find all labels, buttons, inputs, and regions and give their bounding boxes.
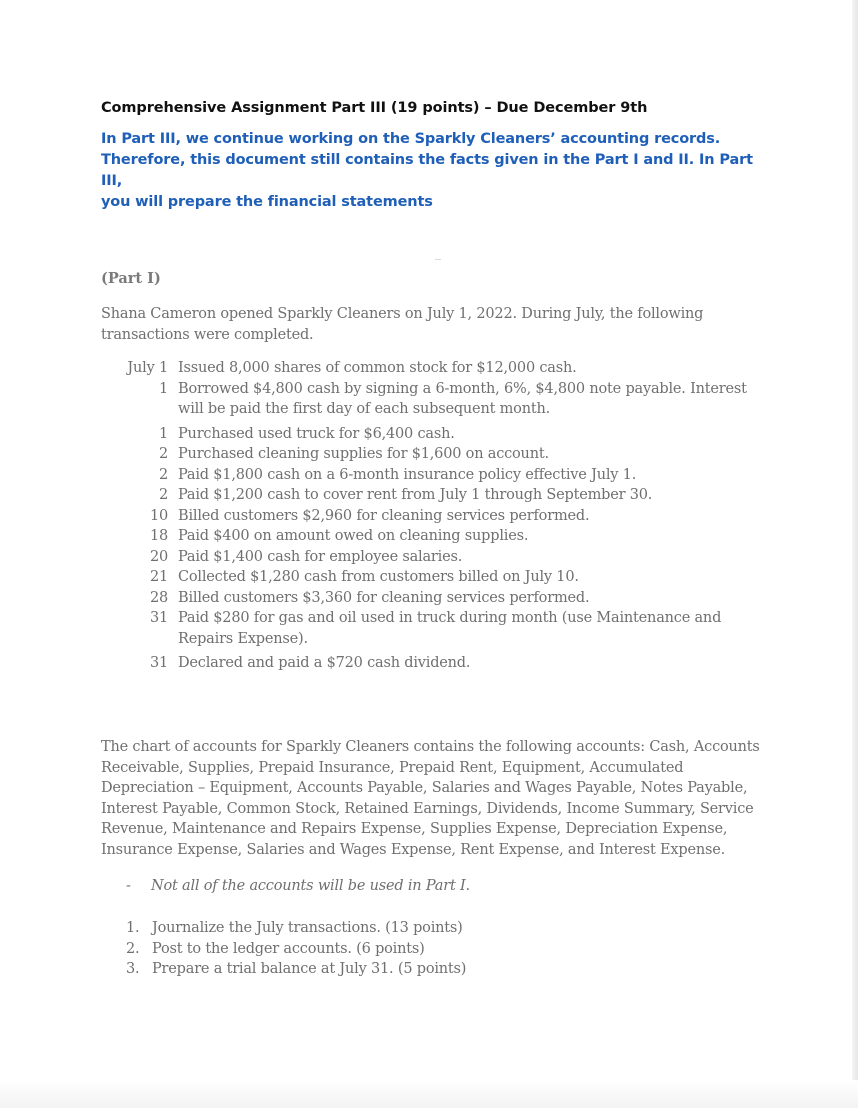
transaction-description: Borrowed $4,800 cash by signing a 6-month, 6%, $4,800 note payable. Interest will be paid the first day of each subsequent month. xyxy=(178,380,747,417)
opening-line: transactions were completed. xyxy=(101,326,314,343)
instruction-number: 1. xyxy=(126,920,140,936)
transaction-description: Paid $1,400 cash for employee salaries. xyxy=(178,548,463,565)
transaction-date: 21 xyxy=(149,569,168,585)
transaction-date: 1 xyxy=(158,425,168,442)
header-section xyxy=(101,100,761,213)
transaction-row xyxy=(112,506,752,527)
transaction-description: Paid $280 for gas and oil used in truck during month (use Maintenance and Repairs Expense). xyxy=(178,610,722,647)
transaction-description: Paid $1,800 cash on a 6-month insurance policy effective July 1. xyxy=(178,466,637,483)
transaction-row xyxy=(112,608,752,649)
transaction-date: 31 xyxy=(149,610,168,626)
instruction-item xyxy=(126,959,466,980)
page-bottom-shadow xyxy=(0,1080,858,1108)
transaction-date: 2 xyxy=(158,446,168,462)
transaction-row xyxy=(112,588,752,609)
part-label: (Part I) xyxy=(101,270,161,287)
stray-mark xyxy=(435,259,441,260)
instruction-item xyxy=(126,939,466,960)
transaction-row xyxy=(112,424,752,445)
transaction-row xyxy=(112,567,752,588)
bullet-dash: - xyxy=(126,878,131,894)
transaction-description: Issued 8,000 shares of common stock for $12,000 cash. xyxy=(178,360,577,376)
transaction-description: Collected $1,280 cash from customers billed on July 10. xyxy=(178,569,579,585)
transaction-date: 31 xyxy=(149,655,168,671)
transaction-date: 28 xyxy=(149,589,168,606)
transaction-row xyxy=(112,379,752,420)
intro-line: you will prepare the financial statements xyxy=(101,194,433,210)
transaction-row xyxy=(112,465,752,486)
transaction-date: July 1 xyxy=(127,360,168,376)
transaction-description: Purchased cleaning supplies for $1,600 on account. xyxy=(178,446,549,462)
instruction-number: 2. xyxy=(126,940,140,957)
instruction-text: Journalize the July transactions. (13 points) xyxy=(152,920,463,936)
intro-line: Therefore, this document still contains the facts given in the Part I and II. In Part III, xyxy=(101,152,753,189)
transaction-row xyxy=(112,547,752,568)
intro-line: In Part III, we continue working on the Sparkly Cleaners’ accounting records. xyxy=(101,131,721,147)
instructions-list xyxy=(126,918,466,980)
transaction-date: 2 xyxy=(158,466,168,483)
instruction-text: Prepare a trial balance at July 31. (5 points) xyxy=(152,961,467,977)
transaction-row xyxy=(112,485,752,506)
instruction-number: 3. xyxy=(126,961,140,977)
opening-line: Shana Cameron opened Sparkly Cleaners on July 1, 2022. During July, the following xyxy=(101,306,704,322)
transaction-date: 18 xyxy=(149,528,168,544)
chart-of-accounts-paragraph: The chart of accounts for Sparkly Cleaners contains the following accounts: Cash, Accounts Receivable, Supplies, Prepaid Insurance, Prepaid Rent, Equipment, Accumulated Depreciation – Equipment, Accounts Payable, Salaries and Wages Payable, Notes Payable, Interest Payable, Common Stock, Retained Earnings, Dividends, Income Summary, Service Revenue, Maintenance and Repairs Expense, Supplies Expense, Depreciation Expense, Insurance Expense, Salaries and Wages Expense, Rent Expense, and Interest Expense. xyxy=(101,739,760,858)
transaction-date: 1 xyxy=(158,380,168,397)
note-text: Not all of the accounts will be used in Part I. xyxy=(151,878,470,894)
transaction-description: Declared and paid a $720 cash dividend. xyxy=(178,655,471,671)
transactions-list xyxy=(112,358,752,674)
transaction-description: Purchased used truck for $6,400 cash. xyxy=(178,425,455,442)
transaction-row xyxy=(112,358,752,379)
assignment-title: Comprehensive Assignment Part III (19 points) – Due December 9th xyxy=(101,100,648,116)
instruction-text: Post to the ledger accounts. (6 points) xyxy=(152,940,425,957)
intro-paragraph xyxy=(101,129,761,213)
transaction-description: Billed customers $3,360 for cleaning services performed. xyxy=(178,589,590,606)
transaction-row xyxy=(112,526,752,547)
transaction-description: Billed customers $2,960 for cleaning services performed. xyxy=(178,507,590,524)
transaction-row xyxy=(112,444,752,465)
accounts-note xyxy=(126,876,470,897)
transaction-date: 20 xyxy=(149,548,168,565)
transaction-date: 10 xyxy=(149,507,168,524)
transaction-date: 2 xyxy=(158,487,168,503)
instruction-item xyxy=(126,918,466,939)
transaction-description: Paid $1,200 cash to cover rent from July 1 through September 30. xyxy=(178,487,653,503)
page-edge-shadow xyxy=(852,0,858,1108)
transaction-description: Paid $400 on amount owed on cleaning supplies. xyxy=(178,528,529,544)
opening-paragraph xyxy=(101,304,751,345)
transaction-row xyxy=(112,653,752,674)
